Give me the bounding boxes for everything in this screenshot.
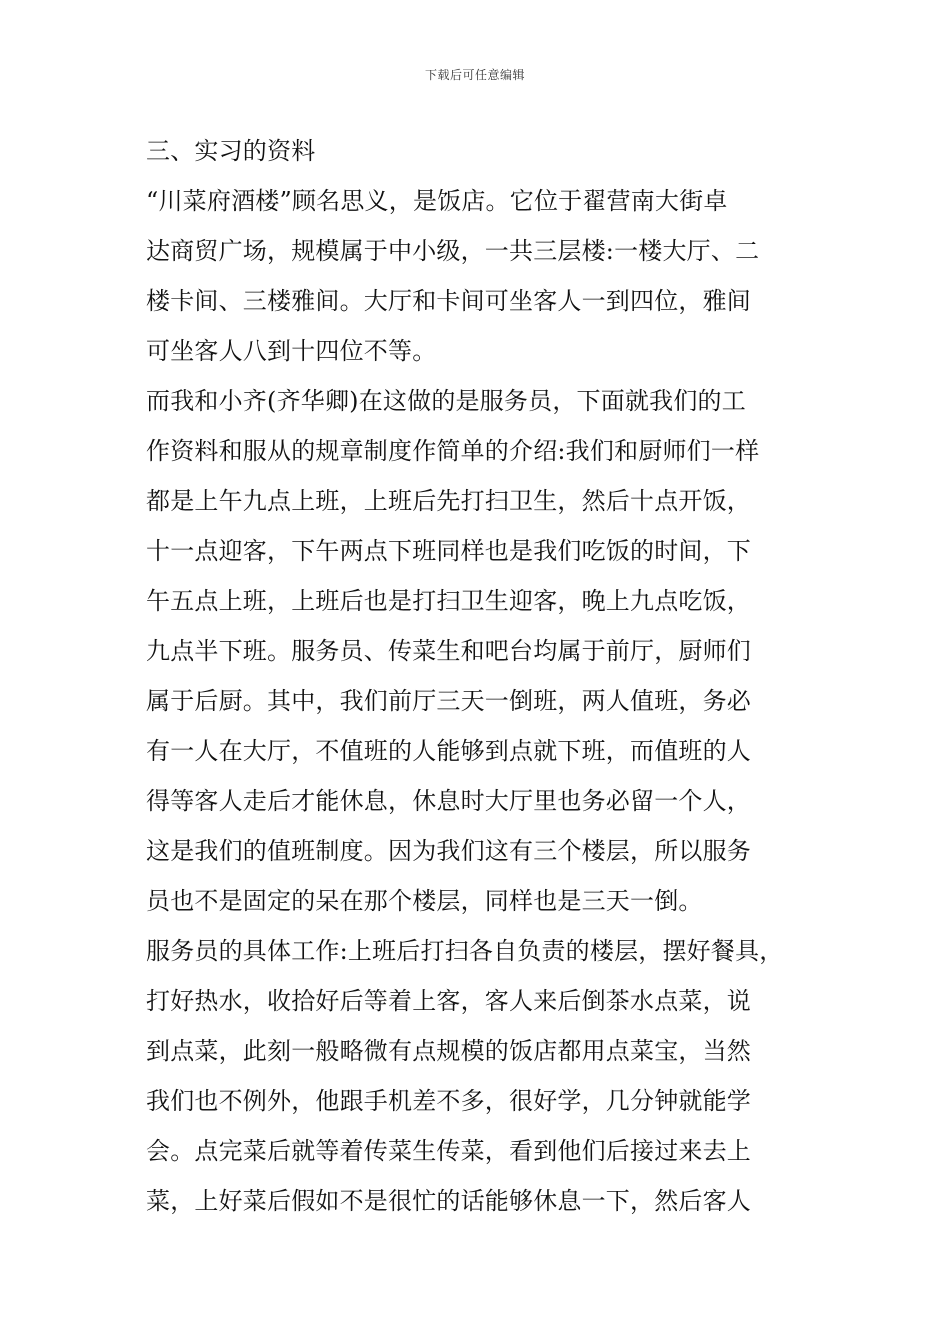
text-line: “川菜府酒楼”顾名思义，是饭店。它位于翟营南大街卓 bbox=[146, 187, 728, 215]
document-body bbox=[146, 126, 836, 1226]
text-line: 菜，上好菜后假如不是很忙的话能够休息一下，然后客人 bbox=[146, 1187, 751, 1215]
text-line: 这是我们的值班制度。因为我们这有三个楼层，所以服务 bbox=[146, 837, 751, 865]
text-line: 达商贸广场，规模属于中小级，一共三层楼:一楼大厅、二 bbox=[146, 237, 760, 265]
text-line: 会。点完菜后就等着传菜生传菜，看到他们后接过来去上 bbox=[146, 1137, 751, 1165]
page-header-note: 下载后可任意编辑 bbox=[424, 68, 525, 82]
section-heading: 三、实习的资料 bbox=[146, 137, 316, 165]
text-line: 打好热水，收拾好后等着上客，客人来后倒茶水点菜，说 bbox=[146, 987, 751, 1015]
text-line: 作资料和服从的规章制度作简单的介绍:我们和厨师们一样 bbox=[146, 437, 760, 465]
text-line: 九点半下班。服务员、传菜生和吧台均属于前厅，厨师们 bbox=[146, 637, 751, 665]
text-line: 可坐客人八到十四位不等。 bbox=[146, 337, 437, 365]
text-line: 十一点迎客，下午两点下班同样也是我们吃饭的时间，下 bbox=[146, 537, 751, 565]
text-line: 员也不是固定的呆在那个楼层，同样也是三天一倒。 bbox=[146, 887, 703, 915]
text-line: 楼卡间、三楼雅间。大厅和卡间可坐客人一到四位，雅间 bbox=[146, 287, 751, 315]
text-line: 午五点上班，上班后也是打扫卫生迎客，晚上九点吃饭， bbox=[146, 587, 751, 615]
text-line: 得等客人走后才能休息，休息时大厅里也务必留一个人， bbox=[146, 787, 751, 815]
text-line: 服务员的具体工作:上班后打扫各自负责的楼层，摆好餐具， bbox=[146, 937, 784, 965]
text-line: 我们也不例外，他跟手机差不多，很好学，几分钟就能学 bbox=[146, 1087, 751, 1115]
text-line: 而我和小齐(齐华卿)在这做的是服务员，下面就我们的工 bbox=[146, 387, 746, 415]
text-line: 属于后厨。其中，我们前厅三天一倒班，两人值班，务必 bbox=[146, 687, 751, 715]
text-line: 有一人在大厅，不值班的人能够到点就下班，而值班的人 bbox=[146, 737, 751, 765]
text-line: 都是上午九点上班，上班后先打扫卫生，然后十点开饭， bbox=[146, 487, 751, 515]
text-line: 到点菜，此刻一般略微有点规模的饭店都用点菜宝，当然 bbox=[146, 1037, 751, 1065]
